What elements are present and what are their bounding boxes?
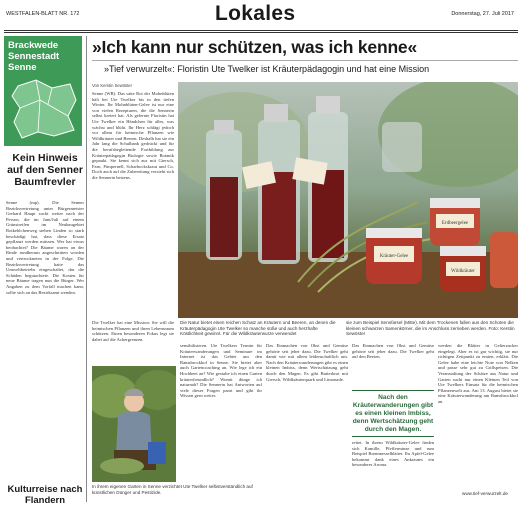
article-column: reitet. In ihrem Wildkräuter-Gelee finden sich Kamille, Pfefferminze und rum Beispiel Brennnesselblätter. Ihr Apfel-Gelee bekommt dank eines Ankrautes ein besonderes Aroma.: [352, 440, 434, 468]
article-column: Das Einmachen von Obst und Gemüse gehörte seit jeher dazu. Die Twelker geht auf den Beeten.: [352, 343, 434, 360]
quote-rule-top: [352, 390, 434, 391]
left-headline: Kein Hinweis auf den Senner Baumfrevler: [7, 152, 83, 188]
section-title: Lokales: [215, 2, 296, 25]
issue-date: Donnerstag, 27. Juli 2017: [451, 11, 514, 17]
left-article-body: Senne (mp). Die Senner Bezirksvertretung unter Bürgermeister Gerhard Haupt sucht weiter nach der Person, die im Juni/Juli auf einem Grünstreifen im Neubaugebiet Rotkehlchenweg sieben Linden so stark beschädigt hat, dass diese Ersatz gepflanzt werden müssen. Wer hat etwas beobachtet? Die Bäume waren an der Rinde rundherum angeschnitten worden und vertrockneten in der Folge. Die Bezirksvertretung hatte das Umweltbetriebs eingeschaltet, das die Schäden begutachtete. Die Kosten für neue Bäume tragen nun die Bürger. Wer Angaben zu dem Vorfall machen kann, sollte sich an das Bezirksamt wenden.: [6, 200, 84, 295]
article-column: werden die Blätter in Gelierzucker eingelegt. Aber es ist gar wichtig, sie nur richtigen Zeitpunkt zu ernten, erklärt. Die Gelee habe eine leichte Note von Nelken und passe sehr gut zu Grillspeisen. Die Veranstaltung der Schätze aus Natur und Garten sucht nur einen Kleinen Teil von Ute Twelkers Einsatz für die heimischen Pflanzenwelt aus. Am 13. August bietet sie eine Kräuterwanderung am Ramsbrockhof an.: [438, 343, 518, 404]
article-column: sensibilisieren. Ute Twelkers Termin für Kräuterwanderungen und Seminare im Internet ist das Gebiet um den Ramsbrockhof in Senne. Sie bietet aber auch Gartencoaching an. Wie lege ich ein Hochbeet an? Wie gestalte ich einen Garten kräuterfreundlich? Womit dünge ich naturnah? Die Sennerin hat Antworten auf viele dieser Fragen parat und gibt ihr Wissen gern weiter.: [180, 343, 262, 399]
quote-rule-bottom: [352, 436, 434, 437]
local-name: [8, 40, 80, 73]
jars-photo-illustration: [178, 82, 518, 318]
header-rule-thin: [4, 32, 518, 33]
garden-photo: [92, 366, 176, 482]
main-photo: [178, 82, 518, 318]
jar-label: Wildkräuter: [451, 269, 475, 274]
title-rule: [92, 60, 518, 61]
article-subtitle: »Tief verwurzelt«: Floristin Ute Twelker ist Kräuterpädagogin und hat eine Mission: [104, 64, 430, 74]
garden-photo-caption: In ihrem eigenen Garten in Senne verzichtet Ute Twelker selbstverständlich auf künstlichen Dünger und Pestizide.: [92, 484, 253, 495]
article-title: »Ich kann nur schützen, was ich kenne«: [92, 37, 418, 57]
local-name-line: Senne: [8, 62, 37, 73]
pull-quote: Nach den Kräuterwanderungen gibt es einen kleinen Imbiss, denn Wertschätzung geht durch den Magen.: [352, 394, 434, 433]
district-map-icon: [8, 78, 80, 140]
jar-label: Erdbeergelee: [441, 221, 469, 226]
jar-label: Kräuter-Gelee: [379, 254, 409, 259]
portrait-photo-illustration: [92, 366, 176, 482]
article-column: Senne (WB). Das satte Rot der Mohnblüten hält bei Ute Twelker bis in den tiefen Winter. Ihr Mohnblüten-Gelee ist nur eine von vielen Rezepturen, die die Sennerin selbst kreiert hat. Als gelernte Floristin hat Ute Twelker ein Händchen für alles, was wächst und blüht. Ihr Herz schlägt jedoch vor allem für heimische Pflanzen wie Wildkräuter und Beeren. Deshalb hat sie ein Jahr lang die Schulbank gedrückt und für die berufsbegleitende Fortbildung zur Kräuterpädagogin Biologie sowie Botanik gepaukt. Sie kennt sich aus mit Giersch, Farn, Pimpernell, Scharbockskraut und Co. Doch auch auf die Zubereitung versteht sich die Sennerin bestens.: [92, 91, 174, 180]
local-name-line: Brackwede: [8, 40, 59, 51]
left-footer-headline: Kulturreise nach Flandern: [7, 484, 83, 505]
byline: Von Kerstin Sewöster: [92, 83, 133, 88]
article-column: Die Twelker hat eine Mission: Sie will die heimischen Pflanzen und ihren Lebensraum schützen. Einen besonderen Fokus legt sie dabei auf die Ackergrenzen.: [92, 320, 174, 342]
main-photo-caption-2: sie zum Beispiel Sennfarsel (Mitte). Mit dem Trockenen fallen aus den Schoten die kleinen schwarzen Samenkörner, die im Anschluss zerrieben werden. Foto: Kerstin Sewöster: [346, 320, 515, 336]
main-photo-caption: Die Natur bietet einen reichen Schatz an Kräutern und Beeren, an denen die Kräuterpädagogin Ute Twelker so manche süße und auch herzhafte Köstlichkeit gewinnt. Für die Wildkräuterwurze verwendet: [180, 320, 336, 336]
local-name-line: Sennestadt: [8, 51, 60, 62]
column-separator: [86, 36, 87, 502]
paper-issue: WESTFALEN-BLATT NR. 172: [6, 11, 80, 17]
article-column: Das Einmachen von Obst und Gemüse gehörte seit jeher dazu. Die Twelker geht damit wie mit allem leidenschaftlich um. Nach den Kräuterwanderungen gibt es einen kleinen Imbiss, denn Wertschätzung geht durch den Magen. Es gibt Butterbrot mit Giersch, Wildkräuterquark und Limonade.: [266, 343, 348, 382]
header-rule: [4, 30, 518, 31]
website-link[interactable]: www.tief-verwurzelt.de: [462, 491, 508, 496]
